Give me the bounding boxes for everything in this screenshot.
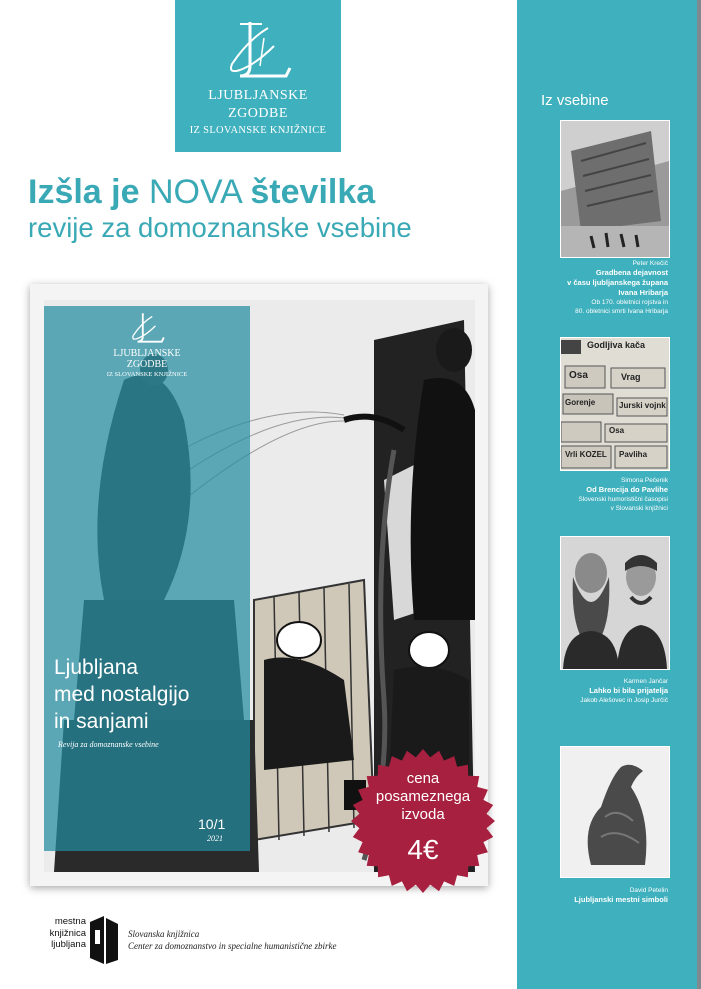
headline [28, 172, 508, 244]
article-3-photo [560, 536, 670, 670]
thumb2-text-3: Vrag [621, 372, 641, 382]
thumb2-text-2: Osa [569, 370, 588, 381]
cover-title-line-3: in sanjami [54, 710, 149, 733]
library-logo [36, 916, 120, 964]
library-line-2: knjižnica [49, 927, 86, 939]
article-2-title-1: Od Brencija do Pavlihe [586, 485, 668, 494]
article-2-photo [560, 337, 670, 471]
cover-year: 2021 [207, 834, 223, 843]
logo-line-2: ZGODBE [228, 106, 288, 121]
article-4-title-1: Ljubljanski mestni simboli [574, 895, 668, 904]
cover-logo-line-1: LJUBLJANSKE [113, 348, 181, 359]
article-2-author: Simona Pečenik [621, 477, 668, 484]
article-4-caption [537, 886, 668, 905]
cover-issue-number: 10/1 [198, 816, 226, 832]
cover-logo [44, 310, 250, 378]
headline-part-2: NOVA [148, 173, 241, 211]
thumb2-text-7: Vrli KOZEL [565, 450, 607, 459]
article-1-title-1: Gradbena dejavnost [595, 268, 668, 277]
cover-logo-line-2: ZGODBE [126, 359, 168, 370]
cover-teal-panel [44, 306, 250, 851]
article-1-photo [560, 120, 670, 258]
library-emblem-icon [88, 916, 120, 964]
article-1-note-2: 80. obletnici smrti Ivana Hribarja [575, 308, 668, 315]
headline-line-1 [28, 172, 508, 212]
lz-monogram-icon [220, 18, 296, 82]
article-3-caption [537, 677, 668, 705]
badge-price: 4€ [407, 834, 439, 865]
article-1-caption [537, 259, 668, 316]
library-line-3: ljubljana [51, 939, 86, 950]
header-logo-block [175, 0, 341, 152]
footer-text-line-2: Center za domoznanstvo in specialne humanistične zbirke [128, 941, 337, 951]
footer-text-line-1: Slovanska knjižnica [128, 929, 200, 939]
article-2-note-1: Slovenski humoristični časopisi [578, 496, 668, 503]
article-2-note-2: v Slovanski knjižnici [610, 505, 668, 512]
sidebar [517, 0, 701, 989]
badge-line-2: posameznega [375, 788, 471, 805]
cover-title-line-1: Ljubljana [54, 656, 139, 679]
logo-line-3: IZ SLOVANSKE KNJIŽNICE [189, 125, 327, 136]
article-3-note-1: Jakob Alešovec in Josip Jurčič [580, 697, 668, 704]
library-logo-text [36, 916, 86, 951]
thumb2-text-4: Jurski vojnk [619, 401, 666, 410]
sidebar-title: Iz vsebine [541, 92, 609, 109]
article-4-author: David Petelin [629, 887, 668, 894]
cover-title [54, 654, 189, 735]
badge-line-1: cena [406, 770, 440, 787]
thumb2-text-1: Godljiva kača [587, 340, 646, 350]
library-line-1: mestna [54, 916, 86, 927]
cover-subtitle: Revija za domoznanske vsebine [58, 740, 159, 749]
headline-line-2: revije za domoznanske vsebine [28, 212, 412, 243]
headline-part-3: številka [250, 173, 376, 211]
sidebar-edge [697, 0, 701, 989]
thumb2-text-5: Gorenje [565, 398, 596, 407]
article-1-title-3: Ivana Hribarja [618, 288, 668, 297]
article-3-author: Karmen Jančar [623, 678, 668, 685]
article-4-photo [560, 746, 670, 878]
cover-title-line-2: med nostalgijo [54, 683, 190, 706]
article-2-caption [537, 476, 668, 513]
logo-line-1: LJUBLJANSKE [208, 88, 308, 103]
article-3-title-1: Lahko bi bila prijatelja [589, 686, 668, 695]
cover-lz-monogram-icon [127, 310, 167, 346]
cover-logo-line-3: IZ SLOVANSKE KNJIŽNICE [106, 371, 188, 378]
price-badge [350, 748, 496, 894]
thumb2-text-8: Pavliha [619, 450, 648, 459]
badge-line-3: izvoda [401, 806, 445, 823]
article-1-note-1: Ob 170. obletnici rojstva in [591, 299, 668, 306]
headline-part-1: Izšla je [28, 173, 140, 211]
footer-text [128, 928, 336, 952]
thumb2-text-6: Osa [609, 426, 625, 435]
article-1-author: Peter Krečič [632, 260, 668, 267]
article-1-title-2: v času ljubljanskega župana [567, 278, 668, 287]
